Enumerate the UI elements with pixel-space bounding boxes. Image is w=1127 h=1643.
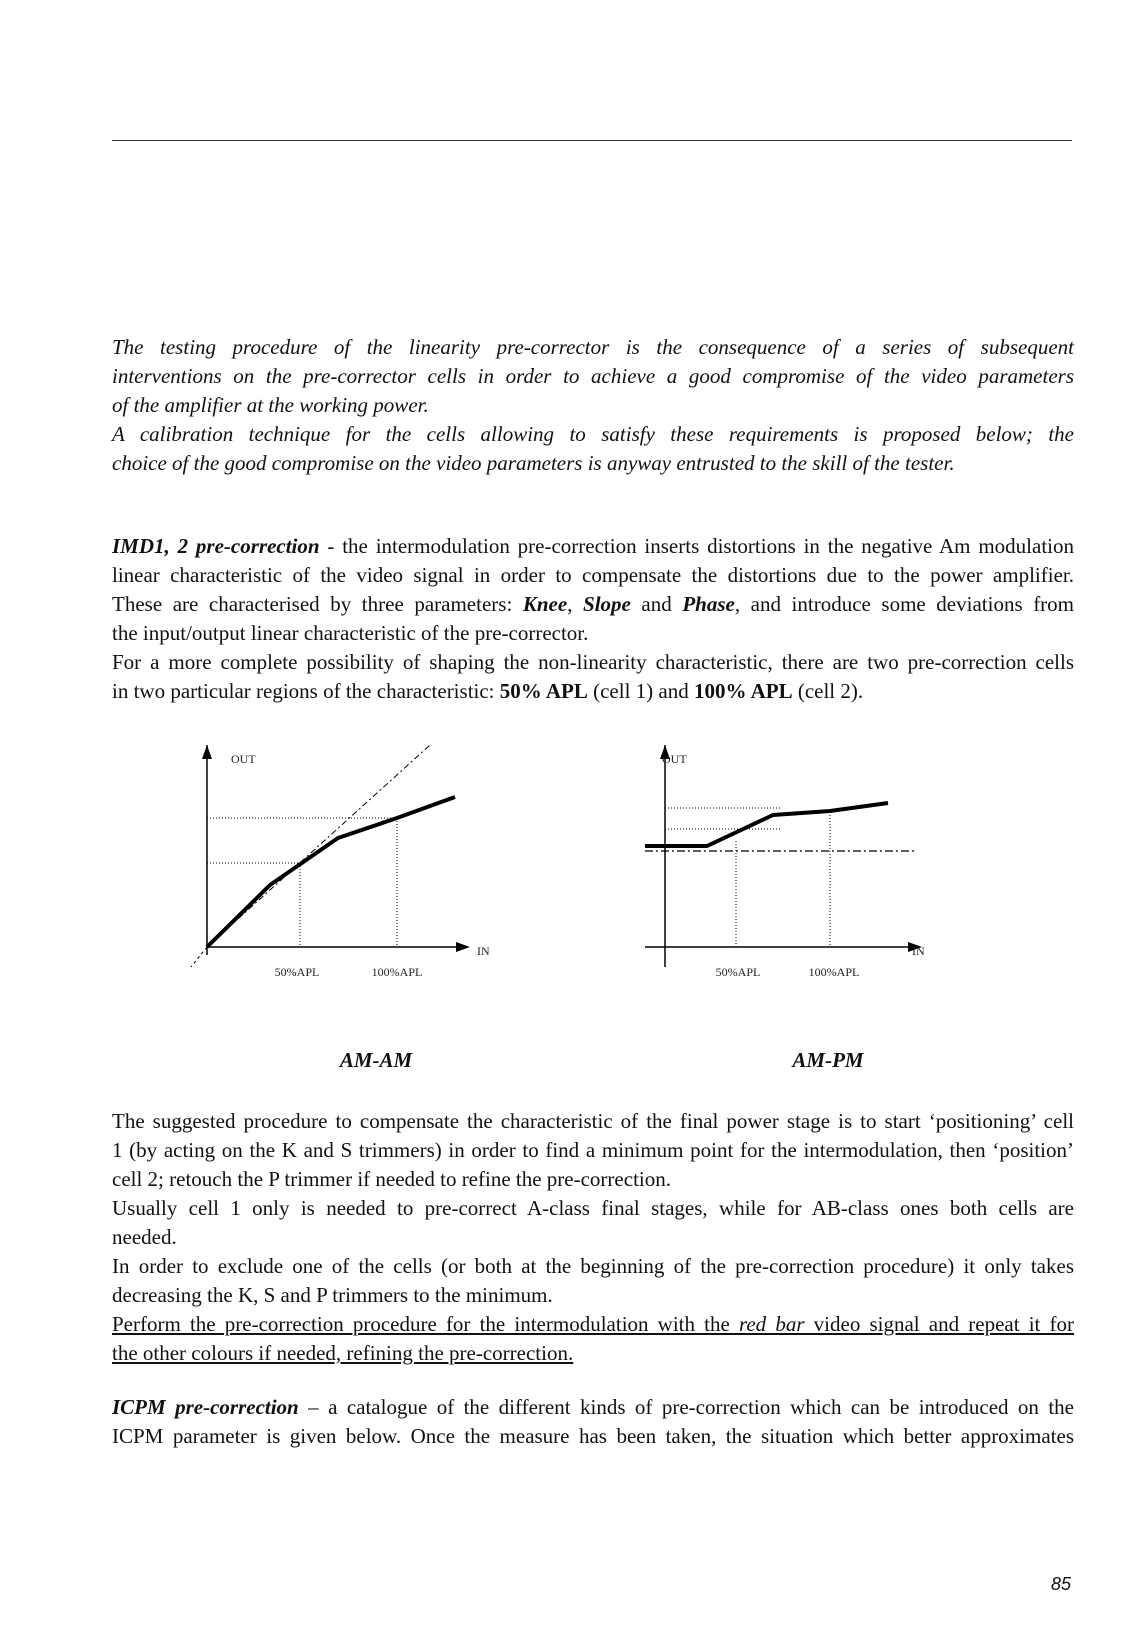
header-rule (112, 140, 1072, 141)
imd-text: , and introduce some deviations from (734, 592, 1075, 616)
x-axis-label: IN (477, 944, 490, 958)
intro-line: interventions on the pre-corrector cells in order to achieve a good compromise of the video parameters (112, 364, 1074, 388)
imd-paragraph (112, 532, 1074, 706)
intro-line: of the amplifier at the working power. (112, 393, 429, 417)
term-slope: Slope (583, 592, 631, 616)
icpm-paragraph (112, 1393, 1074, 1451)
procedure-underlined-text: Perform the pre-correction procedure for the intermodulation with the (112, 1312, 739, 1336)
y-axis-label: OUT (231, 752, 256, 766)
am-am-characteristic (207, 797, 455, 947)
tick-label: 100%APL (371, 965, 423, 979)
icpm-heading: ICPM pre-correction (112, 1395, 299, 1419)
am-pm-caption: AM-PM (792, 1048, 864, 1072)
am-am-caption: AM-AM (339, 1048, 413, 1072)
intro-line: choice of the good compromise on the video parameters is anyway entrusted to the skill of the tester. (112, 451, 955, 475)
term-phase: Phase (682, 592, 735, 616)
y-axis-arrow (202, 745, 212, 759)
tick-label: 50%APL (274, 965, 320, 979)
imd-text: linear characteristic of the video signal in order to compensate the distortions due to the power amplifier. (112, 563, 1074, 587)
icpm-text: ICPM parameter is given below. Once the measure has been taken, the situation which better approximates (112, 1424, 1074, 1448)
am-am-figure (185, 745, 515, 995)
imd-text: (cell 1) and (587, 679, 694, 703)
procedure-underlined-text: video signal and repeat it for (804, 1312, 1074, 1336)
term-50-apl: 50% APL (499, 679, 588, 703)
red-bar-term: red bar (738, 1312, 805, 1336)
procedure-text: 1 (by acting on the K and S trimmers) in order to find a minimum point for the intermodulation, then ‘position’ (112, 1138, 1074, 1162)
procedure-text: The suggested procedure to compensate the characteristic of the final power stage is to start ‘positioning’ cell (112, 1109, 1074, 1133)
term-knee: Knee (522, 592, 568, 616)
tick-label: 50%APL (715, 965, 761, 979)
am-pm-diagram (640, 745, 970, 995)
procedure-paragraph (112, 1107, 1074, 1368)
imd-text: (cell 2). (792, 679, 864, 703)
origin-extension (191, 947, 207, 967)
imd-text: These are characterised by three parameters: (112, 592, 523, 616)
imd-text: the input/output linear characteristic of the pre-corrector. (112, 621, 589, 645)
imd-text: in two particular regions of the characteristic: (112, 679, 500, 703)
am-pm-figure (640, 745, 970, 995)
term-100-apl: 100% APL (693, 679, 793, 703)
intro-line: A calibration technique for the cells allowing to satisfy these requirements is proposed below; the (112, 422, 1074, 446)
procedure-text: decreasing the K, S and P trimmers to the minimum. (112, 1283, 553, 1307)
imd-text: - the intermodulation pre-correction inserts distortions in the negative Am modulation (319, 534, 1074, 558)
x-axis-arrow (456, 942, 470, 952)
procedure-underlined-text: the other colours if needed, refining the pre-correction. (112, 1341, 574, 1365)
imd-text: For a more complete possibility of shaping the non-linearity characteristic, there are two pre-correction cells (112, 650, 1074, 674)
am-am-diagram (185, 745, 515, 995)
tick-label: 100%APL (808, 965, 860, 979)
page-number: 85 (1050, 1574, 1071, 1594)
am-pm-characteristic (645, 803, 888, 846)
intro-line: The testing procedure of the linearity pre-corrector is the consequence of a series of subsequent (112, 335, 1074, 359)
procedure-text: needed. (112, 1225, 177, 1249)
icpm-text: – a catalogue of the different kinds of pre-correction which can be introduced on the (298, 1395, 1075, 1419)
procedure-text: Usually cell 1 only is needed to pre-correct A-class final stages, while for AB-class ones both cells are (112, 1196, 1074, 1220)
intro-paragraph (112, 333, 1074, 478)
imd-text: , (567, 592, 584, 616)
x-axis-label: IN (912, 944, 925, 958)
procedure-text: cell 2; retouch the P trimmer if needed to refine the pre-correction. (112, 1167, 671, 1191)
imd-text: and (630, 592, 683, 616)
procedure-text: In order to exclude one of the cells (or both at the beginning of the pre-correction procedure) it only takes (112, 1254, 1074, 1278)
imd-heading: IMD1, 2 pre-correction (112, 534, 320, 558)
y-axis-label: OUT (662, 752, 687, 766)
